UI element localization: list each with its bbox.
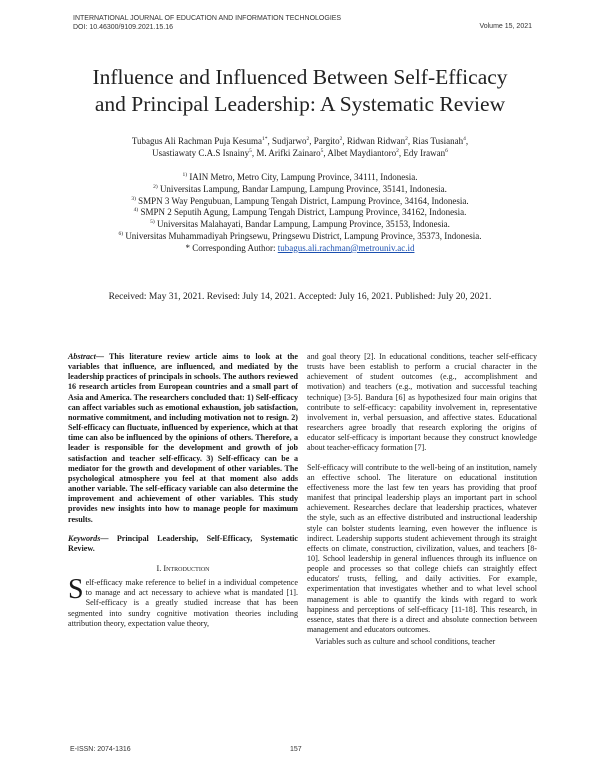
affiliation-text: SMPN 3 Way Pengubuan, Lampung Tengah District, Lampung Province, 34164, Indonesia. <box>138 195 469 206</box>
journal-name: INTERNATIONAL JOURNAL OF EDUCATION AND INFORMATION TECHNOLOGIES <box>73 15 342 22</box>
author-sup: 1* <box>262 136 268 142</box>
affiliation-text: Universitas Malahayati, Bandar Lampung, Lampung Province, 35153, Indonesia. <box>156 219 450 230</box>
abstract-text: — This literature review article aims to look at the variables that influence, are influenced, and mediated by the leadership practices of principals in schools. The authors reviewed 16 research articles from European countries and a small part of Asia and America. The researchers concluded that: 1) Self-efficacy can affect variables such as emotional exhaustion, job satisfaction, normative commitment, and including motivation not to resign. 2) Self-efficacy can fluctuate, influenced by experience, which at that time can also be influenced by the opinions of others. Therefore, a leader is responsible for the development and growth of job satisfaction and teacher self-efficacy. 3) Self-efficacy can be a mediator for the growth and development of other variables. The psychological atmosphere you feel at that moment also adds another variable. The self-efficacy variable can also determine the improvement and achievement of other variables. This study provides new insights into how to manage people for maximum results. <box>68 352 298 524</box>
affiliation <box>60 207 540 219</box>
corresponding-label: * Corresponding Author: <box>185 242 276 253</box>
keywords-label: Keywords <box>68 533 101 543</box>
paper-title <box>40 64 560 118</box>
affiliation-text: IAIN Metro, Metro City, Lampung Province, 34111, Indonesia. <box>189 172 418 182</box>
section-heading <box>68 564 298 574</box>
affiliation-sup: 5) <box>150 219 155 226</box>
author-name: Ridwan Ridwan <box>346 136 406 146</box>
affiliation <box>60 219 540 231</box>
doi: DOI: 10.46300/9109.2021.15.16 <box>73 24 174 31</box>
affiliation-text: Universitas Lampung, Bandar Lampung, Lampung Province, 35141, Indonesia. <box>159 183 447 194</box>
author-sup: 4 <box>463 136 466 142</box>
drop-cap: S <box>68 574 84 606</box>
abstract <box>68 352 298 525</box>
right-column <box>307 352 537 647</box>
affiliation-sup: 4) <box>133 207 139 214</box>
author-name: Tubagus Ali Rachman Puja Kesuma <box>131 136 263 146</box>
corresponding-email-link[interactable]: tubagus.ali.rachman@metrouniv.ac.id <box>277 242 415 253</box>
intro-paragraph <box>68 574 298 629</box>
body-paragraph: Variables such as culture and school conditions, teacher <box>315 637 496 647</box>
affiliation-sup: 2) <box>153 183 158 190</box>
body-paragraph: and goal theory [2]. In educational conditions, teacher self-efficacy trusts have been establish to perform a crucial character in the achievement of student outcomes (e.g., accomplishment and motivation) and teachers (e.g., motivation and successful teaching technique) [3-5]. Bandura [6] as hypothesized four main origins that contribute to self-efficacy: capability involvement in, representative involvement in, verbal persuasion, and affective states. Educational researchers agree broadly that research exploring the origins of educator self-efficacy is important because they construct knowledge about teacher-efficacy formation [7]. <box>307 352 537 453</box>
author-sup: 2 <box>339 136 343 142</box>
keywords <box>68 534 298 554</box>
affiliation-sup: 1) <box>182 172 188 178</box>
author-name: Rias Tusianah <box>412 136 464 146</box>
left-column <box>68 352 298 629</box>
author-line-1: Tubagus Ali Rachman Puja Kesuma$^{1*}$, Sudjarwo$^2$, Pargito$^2$, Ridwan Ridwan$^2$, Rias Tusianah$^4$, <box>131 136 469 146</box>
publication-dates: Received: May 31, 2021. Revised: July 14, 2021. Accepted: July 16, 2021. Published: July 20, 2021. <box>108 292 492 302</box>
title-line-2: and Principal Leadership: A Systematic Review <box>94 92 506 116</box>
affiliation-sup: 6) <box>118 230 124 237</box>
author-sup: 5 <box>320 148 324 154</box>
keywords-text: — Principal Leadership, Self-Efficacy, Systematic Review. <box>68 533 298 553</box>
footer-eissn: E-ISSN: 2074-1316 <box>70 746 131 753</box>
affiliation-list <box>60 172 540 255</box>
intro-text: elf-efficacy make reference to belief in a individual competence to manage and act necessary to achieve what is mandated [1]. Self-efficacy is a greatly studied increase that has been segmented into sundry cognitive motivation theories including attribution theory, expectation value theory, <box>68 578 298 628</box>
author-name: Usastiawaty C.A.S Isnainy <box>152 148 250 158</box>
affiliation <box>60 231 540 243</box>
body-paragraph: Self-efficacy will contribute to the well-being of an institution, namely an effective school. The literature on educational institution effectiveness more the last few ten years has providing that proof manifest that principal leadership plays an important part in school achievement. Researches declare that leadership practices, whatever the style, such as an effective distributed and instructional leadership style can bolster students learning, even however the influence is indirect. Leadership supports student achievement through its straight effects on climate, construction, civilization, values, and teachers [8-10]. School leadership in general influences through its influence on people and processes so that college chiefs can straightly effect educators' trusts, felling, and daily activities. For example, experimentation that investigates whether and to what level school management is able to quantify the kinds with regard to work happiness and perceptions of self-efficacy [11-18]. This research, in essence, states that there is a direct and absolute connection between management and educators outcomes. <box>307 462 537 635</box>
section-number: I. <box>156 563 162 573</box>
affiliation <box>60 184 540 196</box>
affiliation-text: Universitas Muhammadiyah Pringsewu, Pringsewu District, Lampung Province, 35373, Indonesia. <box>125 230 482 241</box>
affiliation <box>60 196 540 208</box>
author-sup: 2 <box>396 148 399 154</box>
page-number: 157 <box>290 746 302 753</box>
volume: Volume 15, 2021 <box>479 23 532 30</box>
author-line-2: Usastiawaty C.A.S Isnainy$^5$, M. Arifki Zainaro$^5$, Albet Maydiantoro$^2$, Edy Irawan$^6$ <box>152 148 448 158</box>
running-header <box>73 14 341 32</box>
author-name: Edy Irawan <box>403 148 446 158</box>
author-name: Albet Maydiantoro <box>327 148 397 158</box>
abstract-label: Abstract <box>68 352 96 361</box>
affiliation-text: SMPN 2 Seputih Agung, Lampung Tengah District, Lampung Province, 34162, Indonesia. <box>140 207 467 218</box>
author-sup: 2 <box>306 136 310 142</box>
affiliation-sup: 3) <box>131 195 136 202</box>
title-line-1: Influence and Influenced Between Self-Efficacy <box>92 65 508 89</box>
section-title: Introduction <box>163 563 210 573</box>
author-name: Sudjarwo <box>272 136 307 146</box>
author-sup: 6 <box>445 148 448 154</box>
author-name: M. Arifki Zainaro <box>256 148 321 158</box>
author-name: Pargito <box>313 136 340 146</box>
corresponding-author <box>60 243 540 255</box>
affiliation <box>60 172 540 184</box>
author-list <box>60 135 540 159</box>
author-sup: 5 <box>249 148 252 154</box>
author-sup: 2 <box>405 136 408 142</box>
